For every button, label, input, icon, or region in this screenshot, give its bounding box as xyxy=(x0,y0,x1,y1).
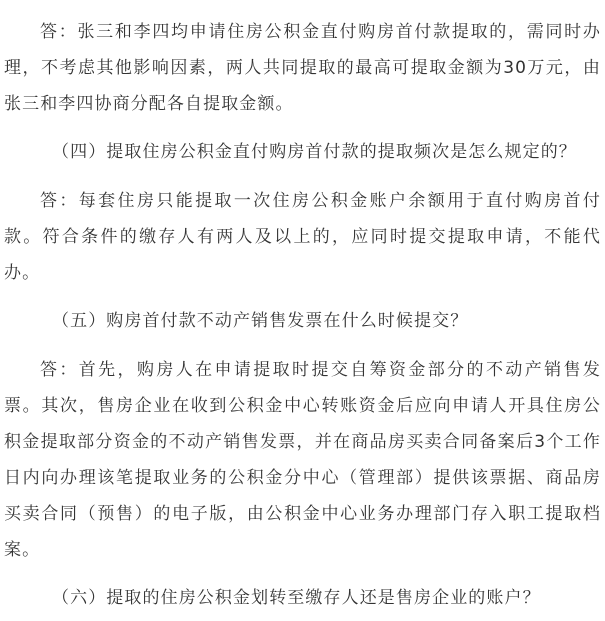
answer-paragraph-1: 答：张三和李四均申请住房公积金直付购房首付款提取的，需同时办理，不考虑其他影响因素，两人共同提取的最高可提取金额为30万元，由张三和李四协商分配各自提取金额。 xyxy=(4,22,601,114)
question-heading-4: （四）提取住房公积金直付购房首付款的提取频次是怎么规定的？ xyxy=(52,142,577,162)
answer-paragraph-2: 答：每套住房只能提取一次住房公积金账户余额用于直付购房首付款。符合条件的缴存人有两人及以上的，应同时提交提取申请，不能代办。 xyxy=(4,191,601,283)
question-heading-5: （五）购房首付款不动产销售发票在什么时候提交？ xyxy=(52,311,469,331)
answer-paragraph-3: 答：首先，购房人在申请提取时提交自筹资金部分的不动产销售发票。其次，售房企业在收到公积金中心转账资金后应向申请人开具住房公积金提取部分资金的不动产销售发票，并在商品房买卖合同备案后3个工作日内向办理该笔提取业务的公积金分中心（管理部）提供该票据、商品房买卖合同（预售）的电子版，由公积金中心业务办理部门存入职工提取档案。 xyxy=(4,360,601,560)
question-heading-6: （六）提取的住房公积金划转至缴存人还是售房企业的账户？ xyxy=(52,588,541,608)
